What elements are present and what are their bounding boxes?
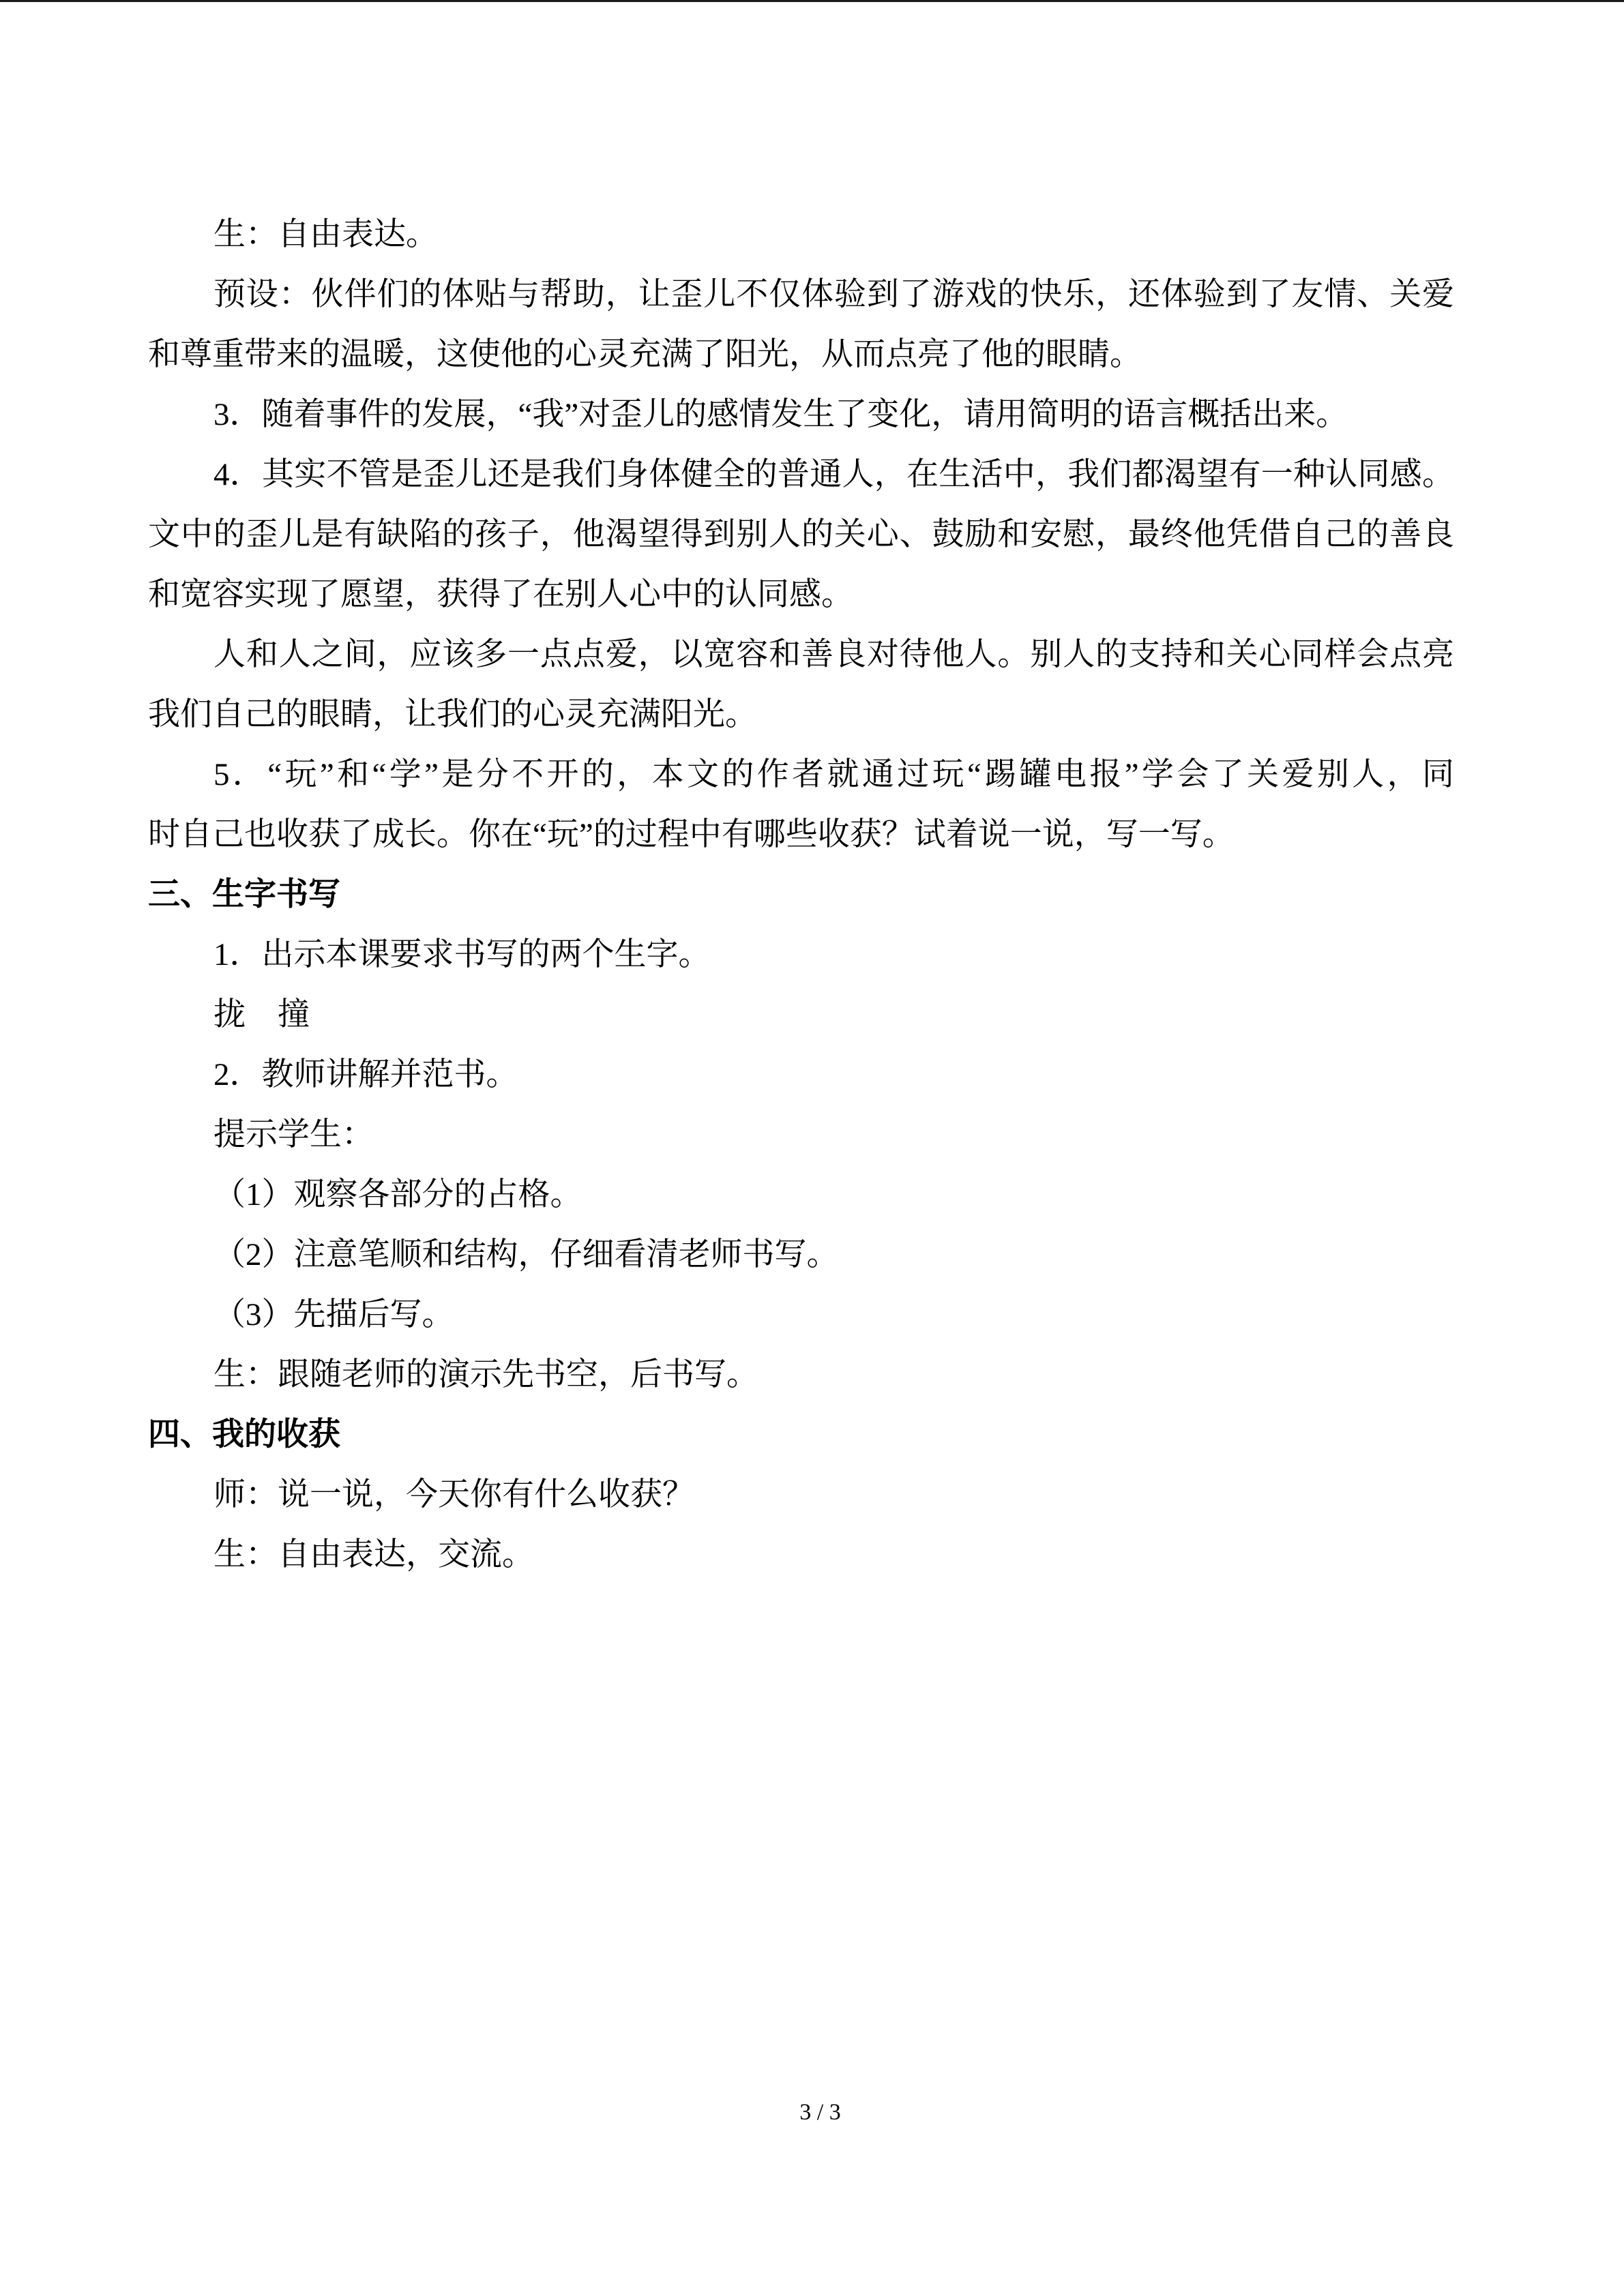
list-item: （3）先描后写。 xyxy=(213,1297,454,1332)
list-item: 2．教师讲解并范书。 xyxy=(213,1057,518,1092)
paragraph-line: 和尊重带来的温暖，这使他的心灵充满了阳光，从而点亮了他的眼睛。 xyxy=(148,337,1142,372)
paragraph-line: 和宽容实现了愿望，获得了在别人心中的认同感。 xyxy=(148,577,853,612)
section-heading: 三、生字书写 xyxy=(148,876,340,913)
list-item: 生：跟随老师的演示先书空，后书写。 xyxy=(213,1357,758,1392)
paragraph-line: 我们自己的眼睛，让我们的心灵充满阳光。 xyxy=(148,697,757,732)
paragraph-line: 4．其实不管是歪儿还是我们身体健全的普通人，在生活中，我们都渴望有一种认同感。 xyxy=(213,457,1454,492)
paragraph xyxy=(148,265,1454,385)
section-heading: 四、我的收获 xyxy=(148,1416,340,1453)
paragraph-line: 生：自由表达。 xyxy=(213,217,438,252)
list-item: 提示学生： xyxy=(213,1117,374,1152)
paragraph-line: 文中的歪儿是有缺陷的孩子，他渴望得到别人的关心、鼓励和安慰，最终他凭借自己的善良 xyxy=(148,517,1454,552)
section-writing-characters xyxy=(148,865,1454,1405)
paragraph xyxy=(148,445,1454,625)
list-item: 生：自由表达，交流。 xyxy=(213,1537,534,1572)
list-item: （2）注意笔顺和结构，仔细看清老师书写。 xyxy=(213,1237,839,1272)
list-item: 1．出示本课要求书写的两个生字。 xyxy=(213,937,711,972)
paragraph xyxy=(148,385,1454,445)
list-item: 师：说一说，今天你有什么收获？ xyxy=(213,1477,694,1512)
paragraph xyxy=(148,625,1454,745)
list-item: 拢 撞 xyxy=(213,997,310,1032)
document-body xyxy=(148,205,1454,1585)
paragraph-line: 5．“玩”和“学”是分不开的，本文的作者就通过玩“踢罐电报”学会了关爱别人，同 xyxy=(213,757,1454,792)
paragraph-line: 预设：伙伴们的体贴与帮助，让歪儿不仅体验到了游戏的快乐，还体验到了友情、关爱 xyxy=(213,277,1454,312)
paragraph-line: 人和人之间，应该多一点点爱，以宽容和善良对待他人。别人的支持和关心同样会点亮 xyxy=(213,637,1454,672)
paragraph-line: 时自己也收获了成长。你在“玩”的过程中有哪些收获？试着说一说，写一写。 xyxy=(148,817,1235,852)
paragraph xyxy=(148,205,1454,265)
paragraph xyxy=(148,745,1454,865)
paragraph-line: 3．随着事件的发展，“我”对歪儿的感情发生了变化，请用简明的语言概括出来。 xyxy=(213,397,1348,432)
page-number: 3 / 3 xyxy=(799,2100,841,2125)
list-item: （1）观察各部分的占格。 xyxy=(213,1177,582,1212)
page-top-border xyxy=(0,0,1624,2)
section-my-gains xyxy=(148,1405,1454,1585)
